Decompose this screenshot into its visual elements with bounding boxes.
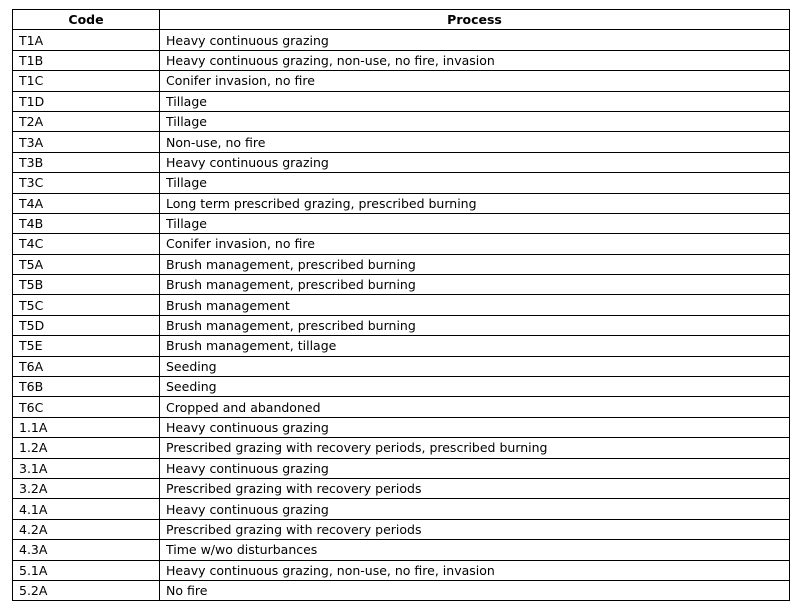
table-row <box>13 540 790 560</box>
table-row <box>13 30 790 50</box>
cell-process: Cropped and abandoned <box>160 397 790 417</box>
cell-process: Seeding <box>160 356 790 376</box>
cell-process: Brush management, tillage <box>160 336 790 356</box>
cell-code: T6A <box>13 356 160 376</box>
cell-process: Tillage <box>160 91 790 111</box>
cell-process: Tillage <box>160 173 790 193</box>
cell-code: T4C <box>13 234 160 254</box>
cell-process: Time w/wo disturbances <box>160 540 790 560</box>
cell-code: 3.1A <box>13 458 160 478</box>
table-row <box>13 275 790 295</box>
table-row <box>13 295 790 315</box>
table-row <box>13 50 790 70</box>
cell-code: T3C <box>13 173 160 193</box>
cell-code: 1.1A <box>13 417 160 437</box>
cell-process: Brush management, prescribed burning <box>160 315 790 335</box>
cell-process: Prescribed grazing with recovery periods <box>160 478 790 498</box>
table-row <box>13 499 790 519</box>
table-row <box>13 152 790 172</box>
header-row <box>13 10 790 30</box>
table-row <box>13 356 790 376</box>
cell-process: Heavy continuous grazing <box>160 152 790 172</box>
cell-code: 3.2A <box>13 478 160 498</box>
cell-code: T5A <box>13 254 160 274</box>
cell-process: Heavy continuous grazing <box>160 499 790 519</box>
header-process: Process <box>160 10 790 30</box>
cell-code: T1B <box>13 50 160 70</box>
cell-code: T6B <box>13 377 160 397</box>
cell-code: T5C <box>13 295 160 315</box>
cell-process: Prescribed grazing with recovery periods <box>160 519 790 539</box>
cell-process: Brush management, prescribed burning <box>160 275 790 295</box>
cell-code: T2A <box>13 111 160 131</box>
process-table <box>12 9 790 601</box>
cell-code: T1D <box>13 91 160 111</box>
table-row <box>13 377 790 397</box>
table-row <box>13 71 790 91</box>
cell-process: No fire <box>160 580 790 600</box>
table-row <box>13 315 790 335</box>
cell-code: T1A <box>13 30 160 50</box>
cell-code: T5D <box>13 315 160 335</box>
table-row <box>13 519 790 539</box>
cell-process: Heavy continuous grazing, non-use, no fire, invasion <box>160 50 790 70</box>
cell-process: Seeding <box>160 377 790 397</box>
cell-process: Heavy continuous grazing, non-use, no fire, invasion <box>160 560 790 580</box>
table-body <box>13 30 790 601</box>
table-row <box>13 91 790 111</box>
cell-code: T5E <box>13 336 160 356</box>
cell-process: Non-use, no fire <box>160 132 790 152</box>
cell-code: 5.2A <box>13 580 160 600</box>
cell-process: Long term prescribed grazing, prescribed burning <box>160 193 790 213</box>
cell-code: 4.3A <box>13 540 160 560</box>
cell-code: 4.2A <box>13 519 160 539</box>
cell-code: T5B <box>13 275 160 295</box>
table-row <box>13 580 790 600</box>
table-row <box>13 458 790 478</box>
cell-process: Heavy continuous grazing <box>160 30 790 50</box>
cell-process: Brush management, prescribed burning <box>160 254 790 274</box>
cell-code: 5.1A <box>13 560 160 580</box>
cell-code: T1C <box>13 71 160 91</box>
table-row <box>13 417 790 437</box>
cell-process: Tillage <box>160 111 790 131</box>
table-row <box>13 336 790 356</box>
cell-code: T3B <box>13 152 160 172</box>
cell-code: 1.2A <box>13 438 160 458</box>
table-row <box>13 111 790 131</box>
table-row <box>13 560 790 580</box>
cell-code: T3A <box>13 132 160 152</box>
table-row <box>13 478 790 498</box>
table-row <box>13 132 790 152</box>
cell-code: T6C <box>13 397 160 417</box>
cell-code: T4A <box>13 193 160 213</box>
cell-process: Heavy continuous grazing <box>160 458 790 478</box>
cell-process: Conifer invasion, no fire <box>160 234 790 254</box>
cell-process: Brush management <box>160 295 790 315</box>
cell-process: Heavy continuous grazing <box>160 417 790 437</box>
cell-code: T4B <box>13 213 160 233</box>
cell-code: 4.1A <box>13 499 160 519</box>
table-header <box>13 10 790 30</box>
cell-process: Tillage <box>160 213 790 233</box>
table-row <box>13 254 790 274</box>
header-code: Code <box>13 10 160 30</box>
table-row <box>13 397 790 417</box>
table-row <box>13 213 790 233</box>
cell-process: Prescribed grazing with recovery periods, prescribed burning <box>160 438 790 458</box>
table-row <box>13 193 790 213</box>
table-row <box>13 173 790 193</box>
table-row <box>13 234 790 254</box>
table-row <box>13 438 790 458</box>
cell-process: Conifer invasion, no fire <box>160 71 790 91</box>
